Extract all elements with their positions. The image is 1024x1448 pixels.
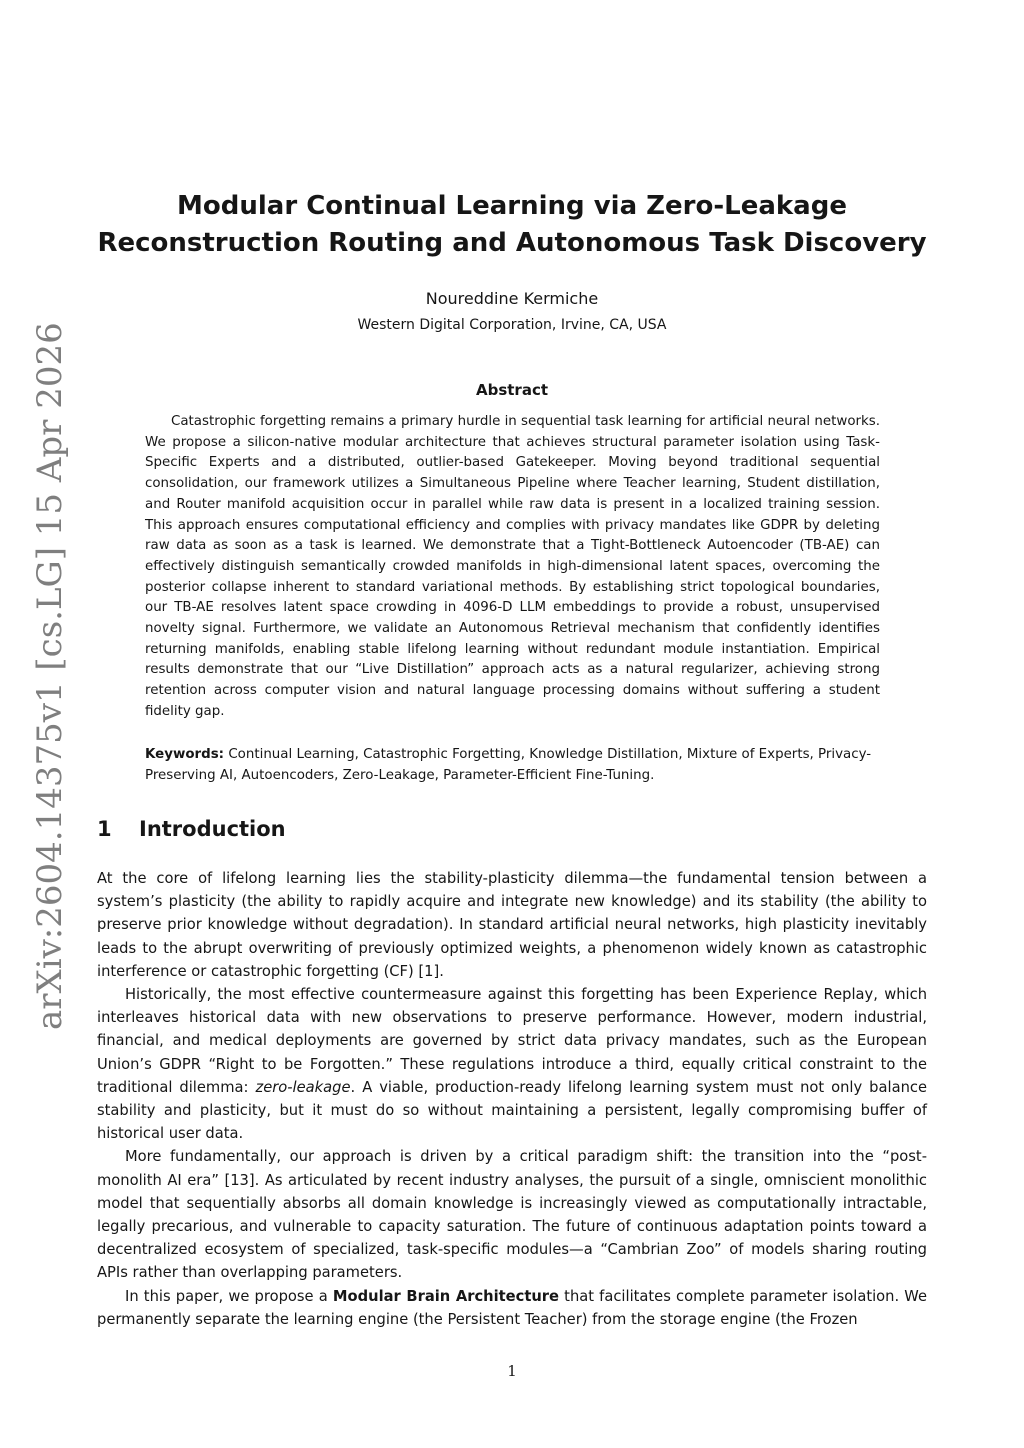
paragraph-4-part-a: In this paper, we propose a	[125, 1287, 333, 1305]
title-line-1: Modular Continual Learning via Zero-Leakage	[177, 191, 847, 221]
keywords-list: Continual Learning, Catastrophic Forgetting, Knowledge Distillation, Mixture of Experts, Privacy-Preserving AI, Autoencoders, Zero-Leakage, Parameter-Efficient Fine-Tuning.	[145, 747, 872, 783]
paragraph-1: At the core of lifelong learning lies the stability-plasticity dilemma—the fundamental tension between a system’s plasticity (the ability to rapidly acquire and integrate new knowledge) and its stability (the ability to preserve prior knowledge without degradation). In standard artificial neural networks, high plasticity inevitably leads to the abrupt overwriting of previously optimized weights, a phenomenon widely known as catastrophic interference or catastrophic forgetting (CF) [1].	[97, 870, 927, 980]
author-name: Noureddine Kermiche	[425, 289, 599, 308]
section-title: Introduction	[139, 817, 286, 841]
paragraph-2-part-b: . A viable, production-ready lifelong learning system must not only balance stability and plasticity, but it must do so without maintaining a persistent, legally compromising buffer of historical user data.	[97, 1078, 928, 1143]
paragraph-2-emphasis: zero-leakage	[255, 1078, 351, 1096]
arxiv-identifier: arXiv:2604.14375v1 [cs.LG] 15 Apr 2026	[30, 322, 70, 1030]
paragraph-2-part-a: Historically, the most effective countermeasure against this forgetting has been Experience Replay, which interleaves historical data with new observations to preserve performance. However, modern industrial, financial, and medical deployments are governed by strict data privacy mandates, such as the European Union’s GDPR “Right to be Forgotten.” These regulations introduce a third, equally critical constraint to the traditional dilemma:	[97, 986, 927, 1096]
author-affiliation: Western Digital Corporation, Irvine, CA, USA	[357, 317, 667, 333]
paper-title	[80, 188, 944, 262]
paragraph-2	[97, 983, 927, 1145]
keywords-label: Keywords:	[145, 747, 225, 762]
paragraph-4-part-b: that facilitates complete parameter isolation. We permanently separate the learning engine (the Persistent Teacher) from the storage engine (the Frozen	[97, 1287, 927, 1328]
keywords	[145, 745, 880, 786]
abstract-body: Catastrophic forgetting remains a primary hurdle in sequential task learning for artificial neural networks. We propose a silicon-native modular architecture that achieves structural parameter isolation using Task-Specific Experts and a distributed, outlier-based Gatekeeper. Moving beyond traditional sequential consolidation, our framework utilizes a Simultaneous Pipeline where Teacher learning, Student distillation, and Router manifold acquisition occur in parallel while raw data is present in a localized training session. This approach ensures computational efficiency and complies with privacy mandates like GDPR by deleting raw data as soon as a task is learned. We demonstrate that a Tight-Bottleneck Autoencoder (TB-AE) can effectively distinguish semantically crowded manifolds in high-dimensional latent spaces, overcoming the posterior collapse inherent to standard variational methods. By establishing strict topological boundaries, our TB-AE resolves latent space crowding in 4096-D LLM embeddings to provide a robust, unsupervised novelty signal. Furthermore, we validate an Autonomous Retrieval mechanism that confidently identifies returning manifolds, enabling stable lifelong learning without redundant module instantiation. Empirical results demonstrate that our “Live Distillation” approach acts as a natural regularizer, achieving strong retention across computer vision and natural language processing domains without suffering a student fidelity gap.	[145, 414, 881, 719]
abstract-heading: Abstract	[475, 381, 549, 399]
paragraph-4	[97, 1285, 927, 1331]
introduction-body	[97, 867, 927, 1331]
paragraph-3: More fundamentally, our approach is driven by a critical paradigm shift: the transition into the “post-monolith AI era” [13]. As articulated by recent industry analyses, the pursuit of a single, omniscient monolithic model that sequentially absorbs all domain knowledge is increasingly viewed as computationally intractable, legally precarious, and vulnerable to capacity saturation. The future of continuous adaptation points toward a decentralized ecosystem of specialized, task-specific modules—a “Cambrian Zoo” of models sharing routing APIs rather than overlapping parameters.	[97, 1148, 927, 1282]
section-heading	[97, 817, 286, 841]
section-number: 1	[97, 817, 112, 841]
title-line-2: Reconstruction Routing and Autonomous Task Discovery	[97, 228, 927, 258]
paragraph-4-strong: Modular Brain Architecture	[332, 1287, 560, 1305]
page-number: 1	[507, 1362, 517, 1380]
